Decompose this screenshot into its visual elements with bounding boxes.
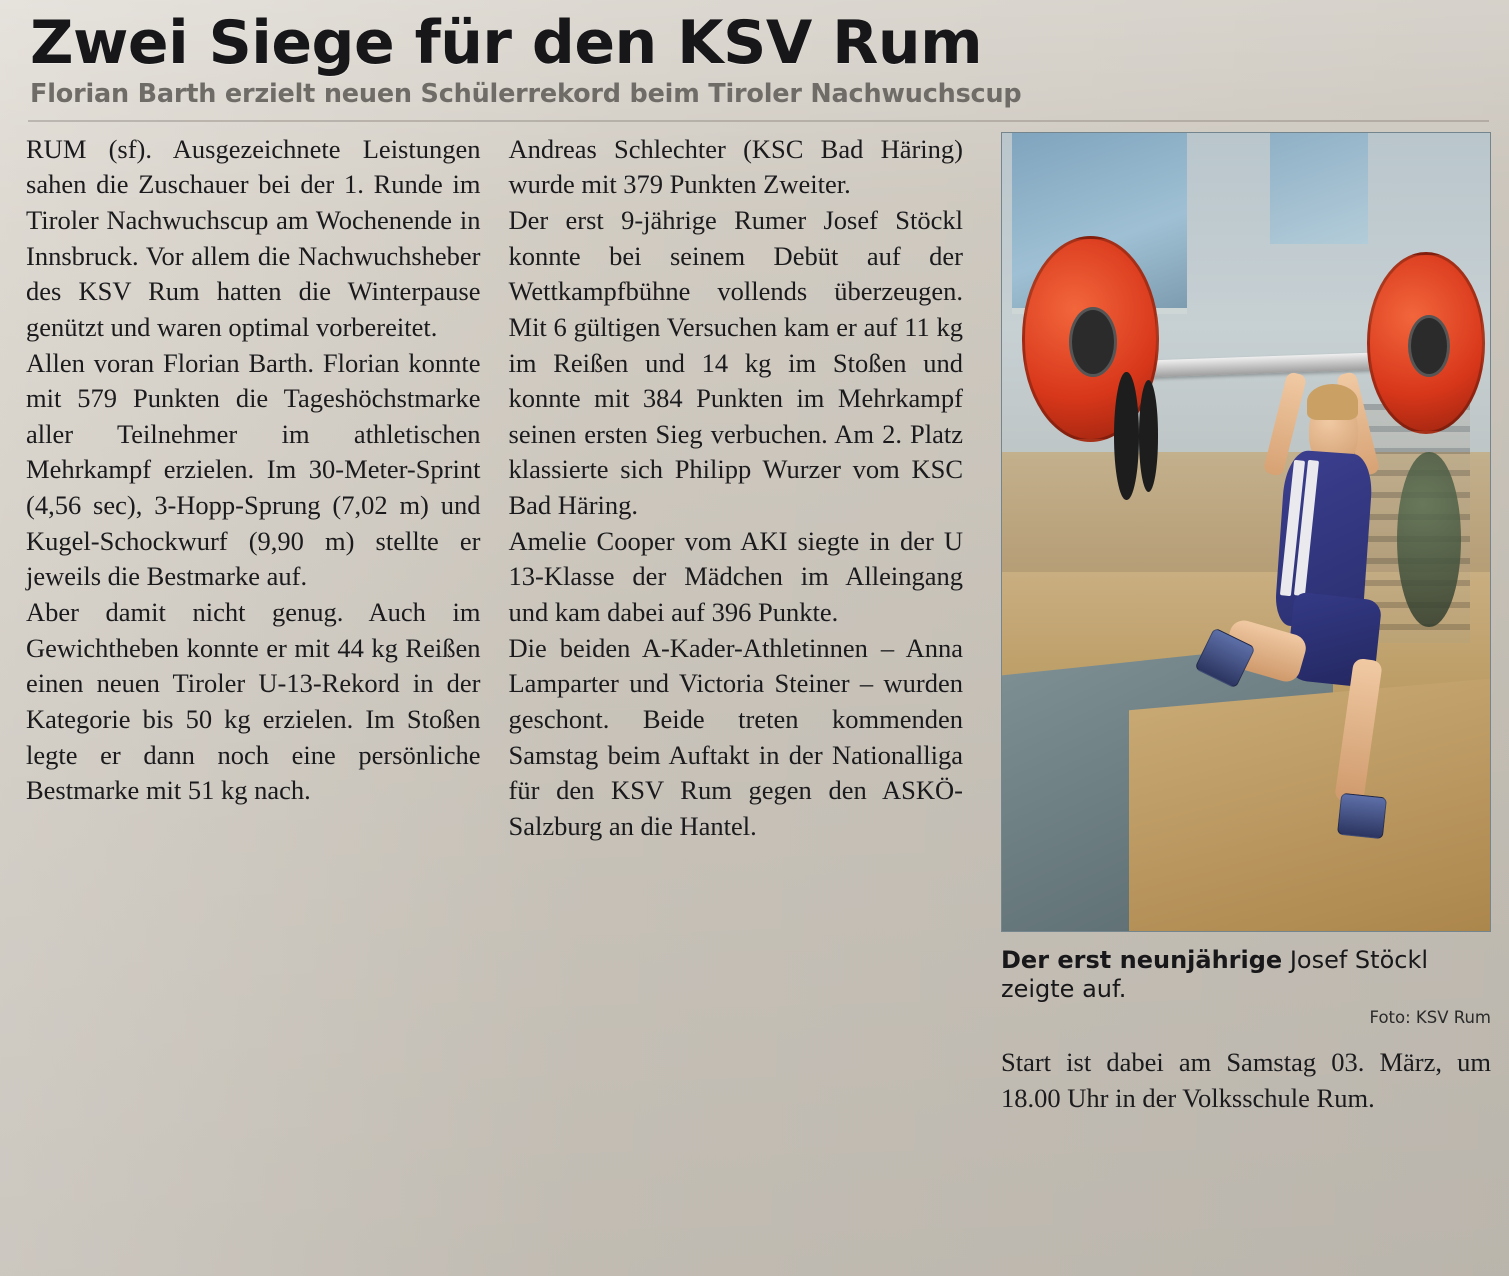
photo-credit: Foto: KSV Rum [1369, 1008, 1491, 1028]
paragraph: RUM (sf). Ausgezeichnete Leistungen sahen die Zuschauer bei der 1. Runde im Tiroler Nachwuchscup am Wochenende in Innsbruck. Vor allem die Nachwuchsheber des KSV Rum hatten die Winterpause genützt und waren optimal vorbereitet. [26, 133, 481, 342]
page-title: Zwei Siege für den KSV Rum [30, 8, 983, 78]
article-column-3 [991, 132, 1491, 1117]
article-column-1 [26, 132, 509, 809]
weightlifter-photo [1001, 132, 1491, 932]
paragraph: Start ist dabei am Samstag 03. März, um 18.00 Uhr in der Volksschule Rum. [1001, 1047, 1491, 1113]
paragraph: Andreas Schlechter (KSC Bad Häring) wurde mit 379 Punkten Zweiter. [508, 133, 963, 200]
article-column-2 [509, 132, 992, 845]
lifting-platform [1129, 672, 1491, 932]
barbell-plate-right [1367, 252, 1485, 434]
photo-caption-text: Josef Stöckl zeigte auf. [1001, 945, 1429, 1003]
photo-caption-lead: Der erst neunjährige [1001, 945, 1283, 974]
barbell-collar-1 [1114, 372, 1138, 500]
photo-caption [1001, 946, 1491, 1005]
gym-window-small [1270, 133, 1368, 245]
barbell-plate-left [1022, 236, 1160, 442]
athlete-hair [1307, 384, 1358, 420]
header-divider [28, 120, 1489, 122]
plate-hub [1408, 315, 1450, 377]
paragraph: Der erst 9-jährige Rumer Josef Stöckl konnte bei seinem Debüt auf der Wettkampfbühne vollends überzeugen. Mit 6 gültigen Versuchen kam er auf 11 kg im Reißen und 14 kg im Stoßen und konnte mit 384 Punkten im Mehrkampf seinen ersten Sieg verbuchen. Am 2. Platz klassierte sich Philipp Wurzer vom KSC Bad Häring. [508, 204, 963, 521]
paragraph: Allen voran Florian Barth. Florian konnte mit 579 Punkten die Tageshöchstmarke aller Teilnehmer im athletischen Mehrkampf erzielen. Im 30-Meter-Sprint (4,56 sec), 3-Hopp-Sprung (7,02 m) und Kugel-Schockwurf (9,90 m) stellte er jeweils die Bestmarke auf. [26, 347, 481, 592]
article-subheadline: Florian Barth erzielt neuen Schülerrekord beim Tiroler Nachwuchscup [30, 79, 1022, 110]
athlete-shoe-front [1337, 793, 1387, 839]
paragraph: Aber damit nicht genug. Auch im Gewichtheben konnte er mit 44 kg Reißen einen neuen Tiroler U-13-Rekord in der Kategorie bis 50 kg erzielen. Im Stoßen legte er dann noch eine persönliche Bestmarke mit 51 kg nach. [26, 597, 481, 806]
weight-disc-stack [1397, 452, 1460, 628]
paragraph: Amelie Cooper vom AKI siegte in der U 13-Klasse der Mädchen im Alleingang und kam dabei auf 396 Punkte. [508, 525, 963, 628]
article-columns [26, 132, 1491, 1117]
barbell-collar-2 [1139, 380, 1159, 492]
plate-hub [1069, 307, 1117, 377]
article-column-3-text [1001, 1045, 1491, 1116]
paragraph: Die beiden A-Kader-Athletinnen – Anna Lamparter und Victoria Steiner – wurden geschont. Beide treten kommenden Samstag beim Auftakt in der Nationalliga für den KSV Rum gegen den ASKÖ-Salzburg an die Hantel. [508, 632, 963, 841]
